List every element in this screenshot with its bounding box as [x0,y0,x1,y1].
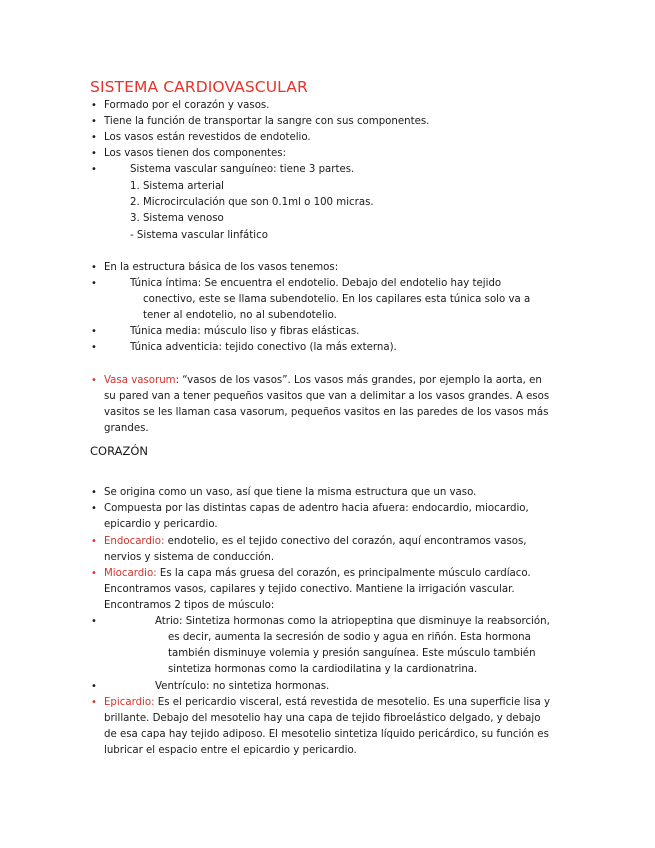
sub-item: Sistema vascular sanguíneo: tiene 3 partes. [130,164,355,175]
endocardio-first-line [104,535,527,549]
epicardio-term: Epicardio: [104,697,155,708]
vasa-line: su pared van a tener pequeños vasitos que van a delimitar a los vasos grandes. A esos [104,391,550,402]
intro-item: Los vasos están revestidos de endotelio. [104,132,311,143]
intro-item: Tiene la función de transportar la sangre con sus componentes. [104,116,430,127]
epicardio-first-line [104,696,550,710]
miocardio-term: Miocardio: [104,568,157,579]
bullet-icon: • [91,148,97,159]
ventriculo-line: Ventrículo: no sintetiza hormonas. [155,681,330,692]
miocardio-first-line [104,567,531,581]
bullet-icon: • [91,342,97,353]
endocardio-term: Endocardio: [104,536,165,547]
bullet-icon: • [91,132,97,143]
numbered-item: 3. Sistema venoso [130,213,224,224]
miocardio-line: Encontramos vasos, capilares y tejido conectivo. Mantiene la irrigación vascular. [104,584,515,595]
intro-item: Formado por el corazón y vasos. [104,100,270,111]
corazon-item: Compuesta por las distintas capas de adentro hacia afuera: endocardio, miocardio, [104,503,529,514]
bullet-icon: • [91,681,97,692]
atrio-line: Atrio: Sintetiza hormonas como la atriopeptina que disminuye la reabsorción, [155,616,550,627]
miocardio-line: Encontramos 2 tipos de músculo: [104,600,275,611]
epicardio-line: de esa capa hay tejido adiposo. El mesotelio sintetiza líquido pericárdico, su función es [104,729,549,740]
media-line: Túnica media: músculo liso y fibras elásticas. [130,326,360,337]
bullet-icon: • [91,697,97,708]
bullet-icon: • [91,503,97,514]
epicardio-line: brillante. Debajo del mesotelio hay una capa de tejido fibroelástico delgado, y debajo [104,713,541,724]
intima-line: conectivo, este se llama subendotelio. En los capilares esta túnica solo va a [143,294,531,305]
vasa-first-line [104,374,542,388]
bullet-icon: • [91,568,97,579]
corazon-item: epicardio y pericardio. [104,519,218,530]
vasa-text: : “vasos de los vasos”. Los vasos más grandes, por ejemplo la aorta, en [175,375,542,386]
intro-item: Los vasos tienen dos componentes: [104,148,287,159]
numbered-item: 2. Microcirculación que son 0.1ml o 100 micras. [130,197,374,208]
bullet-icon: • [91,326,97,337]
bullet-icon: • [91,375,97,386]
vasa-line: grandes. [104,423,149,434]
bullet-icon: • [91,278,97,289]
corazon-heading: CORAZÓN [90,444,149,458]
bullet-icon: • [91,487,97,498]
corazon-item: Se origina como un vaso, así que tiene la misma estructura que un vaso. [104,487,477,498]
numbered-item: - Sistema vascular linfático [130,230,268,241]
bullet-icon: • [91,100,97,111]
structure-intro: En la estructura básica de los vasos tenemos: [104,262,339,273]
atrio-line: también disminuye volemia y presión sanguínea. Este músculo también [168,648,536,659]
atrio-line: sintetiza hormonas como la cardiodilatina y la cardionatrina. [168,664,478,675]
epicardio-line: lubricar el espacio entre el epicardio y pericardio. [104,745,357,756]
adventicia-line: Túnica adventicia: tejido conectivo (la más externa). [130,342,397,353]
intima-line: Túnica íntima: Se encuentra el endotelio. Debajo del endotelio hay tejido [130,278,502,289]
miocardio-text: Es la capa más gruesa del corazón, es principalmente músculo cardíaco. [156,568,531,579]
numbered-item: 1. Sistema arterial [130,181,225,192]
bullet-icon: • [91,262,97,273]
vasa-term: Vasa vasorum [104,375,176,386]
atrio-line: es decir, aumenta la secresión de sodio y agua en riñón. Esta hormona [168,632,531,643]
document-title: SISTEMA CARDIOVASCULAR [90,78,308,96]
bullet-icon: • [91,536,97,547]
bullet-icon: • [91,616,97,627]
intima-line: tener al endotelio, no al subendotelio. [143,310,337,321]
epicardio-text: Es el pericardio visceral, está revestida de mesotelio. Es una superficie lisa y [154,697,550,708]
bullet-icon: • [91,164,97,175]
endocardio-line: nervios y sistema de conducción. [104,552,275,563]
endocardio-text: endotelio, es el tejido conectivo del corazón, aquí encontramos vasos, [164,536,527,547]
bullet-icon: • [91,116,97,127]
vasa-line: vasitos se les llaman casa vasorum, pequeños vasitos en las paredes de los vasos más [104,407,549,418]
